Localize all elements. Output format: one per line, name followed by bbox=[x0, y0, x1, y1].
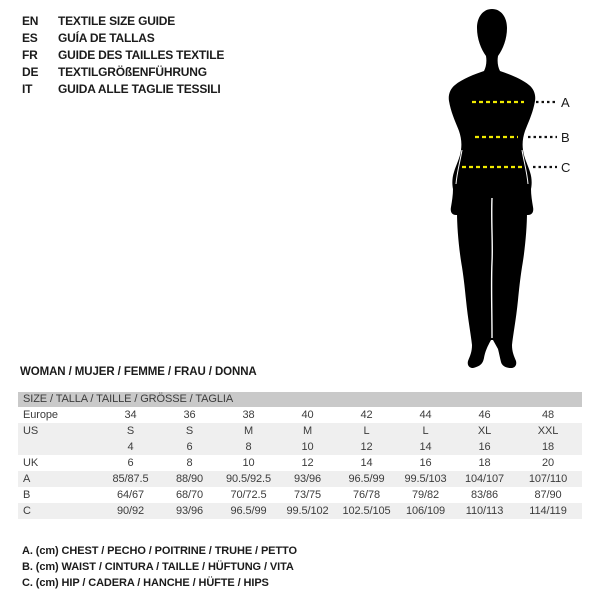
size-cell: 83/86 bbox=[470, 489, 499, 501]
table-row bbox=[18, 439, 582, 455]
row-label: Europe bbox=[23, 409, 58, 421]
size-cell: 68/70 bbox=[175, 489, 204, 501]
size-cell: 90/92 bbox=[116, 505, 145, 517]
size-cell: 107/110 bbox=[528, 473, 568, 485]
size-cell: 6 bbox=[186, 441, 193, 453]
language-row bbox=[22, 30, 224, 47]
size-cell: 44 bbox=[419, 409, 432, 421]
size-cell: 14 bbox=[360, 457, 373, 469]
size-cell: 104/107 bbox=[464, 473, 505, 485]
size-cell: 85/87.5 bbox=[112, 473, 149, 485]
size-cell: 93/96 bbox=[293, 473, 322, 485]
size-cell: 96.5/99 bbox=[230, 505, 267, 517]
table-row bbox=[18, 471, 582, 487]
size-cell: 14 bbox=[419, 441, 432, 453]
size-cell: 38 bbox=[242, 409, 255, 421]
size-cell: XL bbox=[477, 425, 492, 437]
size-cell: 12 bbox=[301, 457, 314, 469]
section-title: WOMAN / MUJER / FEMME / FRAU / DONNA bbox=[20, 366, 257, 378]
size-cell: 96.5/99 bbox=[348, 473, 385, 485]
size-cell: S bbox=[126, 425, 135, 437]
size-cell: 70/72.5 bbox=[230, 489, 267, 501]
size-cell: 6 bbox=[127, 457, 134, 469]
language-title: TEXTILGRÖßENFÜHRUNG bbox=[58, 65, 207, 79]
size-table-body bbox=[18, 407, 582, 519]
language-row bbox=[22, 64, 224, 81]
language-code: EN bbox=[22, 14, 39, 28]
size-cell: 18 bbox=[478, 457, 491, 469]
size-cell: 18 bbox=[541, 441, 555, 453]
size-cell: 4 bbox=[127, 441, 134, 453]
language-title: TEXTILE SIZE GUIDE bbox=[58, 14, 176, 28]
size-cell: 12 bbox=[360, 441, 373, 453]
size-cell: M bbox=[302, 425, 313, 437]
waist-label: B bbox=[561, 130, 570, 145]
woman-silhouette-figure bbox=[425, 0, 600, 380]
legend-row: A. (cm) CHEST / PECHO / POITRINE / TRUHE / PETTO bbox=[22, 545, 297, 557]
measurement-legend bbox=[22, 543, 297, 591]
language-row bbox=[22, 81, 224, 98]
size-cell: 93/96 bbox=[175, 505, 204, 517]
size-cell: 88/90 bbox=[175, 473, 204, 485]
language-row bbox=[22, 47, 224, 64]
language-title: GUÍA DE TALLAS bbox=[58, 31, 155, 45]
size-cell: L bbox=[422, 425, 429, 437]
size-table bbox=[18, 392, 582, 519]
size-cell: L bbox=[363, 425, 370, 437]
size-cell: 102.5/105 bbox=[342, 505, 391, 517]
size-table-header: SIZE / TALLA / TAILLE / GRÖSSE / TAGLIA bbox=[18, 392, 582, 407]
size-cell: 34 bbox=[124, 409, 137, 421]
size-cell: S bbox=[185, 425, 194, 437]
size-cell: 79/82 bbox=[411, 489, 440, 501]
size-cell: 106/109 bbox=[405, 505, 446, 517]
size-cell: 36 bbox=[183, 409, 196, 421]
size-cell: 46 bbox=[478, 409, 491, 421]
size-cell: 8 bbox=[186, 457, 193, 469]
size-cell: 10 bbox=[242, 457, 255, 469]
size-cell: 114/119 bbox=[529, 505, 567, 517]
row-label: C bbox=[23, 505, 31, 517]
language-code: ES bbox=[22, 31, 38, 45]
size-cell: 16 bbox=[478, 441, 491, 453]
size-cell: M bbox=[243, 425, 254, 437]
legend-row: C. (cm) HIP / CADERA / HANCHE / HÜFTE / HIPS bbox=[22, 577, 269, 589]
size-cell: 40 bbox=[301, 409, 314, 421]
size-cell: 110/113 bbox=[465, 505, 504, 517]
hip-label: C bbox=[561, 160, 571, 175]
language-list bbox=[22, 13, 224, 98]
table-row bbox=[18, 455, 582, 471]
size-cell: 99.5/102 bbox=[286, 505, 329, 517]
language-title: GUIDA ALLE TAGLIE TESSILI bbox=[58, 82, 221, 96]
language-code: FR bbox=[22, 48, 38, 62]
size-cell: 8 bbox=[245, 441, 252, 453]
size-cell: XXL bbox=[537, 425, 559, 437]
language-code: IT bbox=[22, 82, 33, 96]
chest-label: A bbox=[561, 95, 570, 110]
size-cell: 99.5/103 bbox=[404, 473, 447, 485]
table-row bbox=[18, 423, 582, 439]
legend-row: B. (cm) WAIST / CINTURA / TAILLE / HÜFTUNG / VITA bbox=[22, 561, 294, 573]
language-title: GUIDE DES TAILLES TEXTILE bbox=[58, 48, 225, 62]
size-cell: 64/67 bbox=[116, 489, 145, 501]
table-row bbox=[18, 407, 582, 423]
size-cell: 76/78 bbox=[352, 489, 381, 501]
size-cell: 16 bbox=[419, 457, 432, 469]
table-row bbox=[18, 487, 582, 503]
size-cell: 10 bbox=[301, 441, 314, 453]
language-code: DE bbox=[22, 65, 39, 79]
size-cell: 73/75 bbox=[293, 489, 322, 501]
woman-silhouette-icon bbox=[425, 0, 600, 380]
row-label: A bbox=[23, 473, 31, 485]
row-label: B bbox=[23, 489, 31, 501]
size-cell: 87/90 bbox=[534, 489, 562, 501]
size-cell: 42 bbox=[360, 409, 373, 421]
size-cell: 48 bbox=[541, 409, 555, 421]
language-row bbox=[22, 13, 224, 30]
table-row bbox=[18, 503, 582, 519]
size-cell: 90.5/92.5 bbox=[226, 473, 271, 485]
row-label: UK bbox=[23, 457, 39, 469]
size-cell: 20 bbox=[541, 457, 555, 469]
row-label: US bbox=[23, 425, 39, 437]
